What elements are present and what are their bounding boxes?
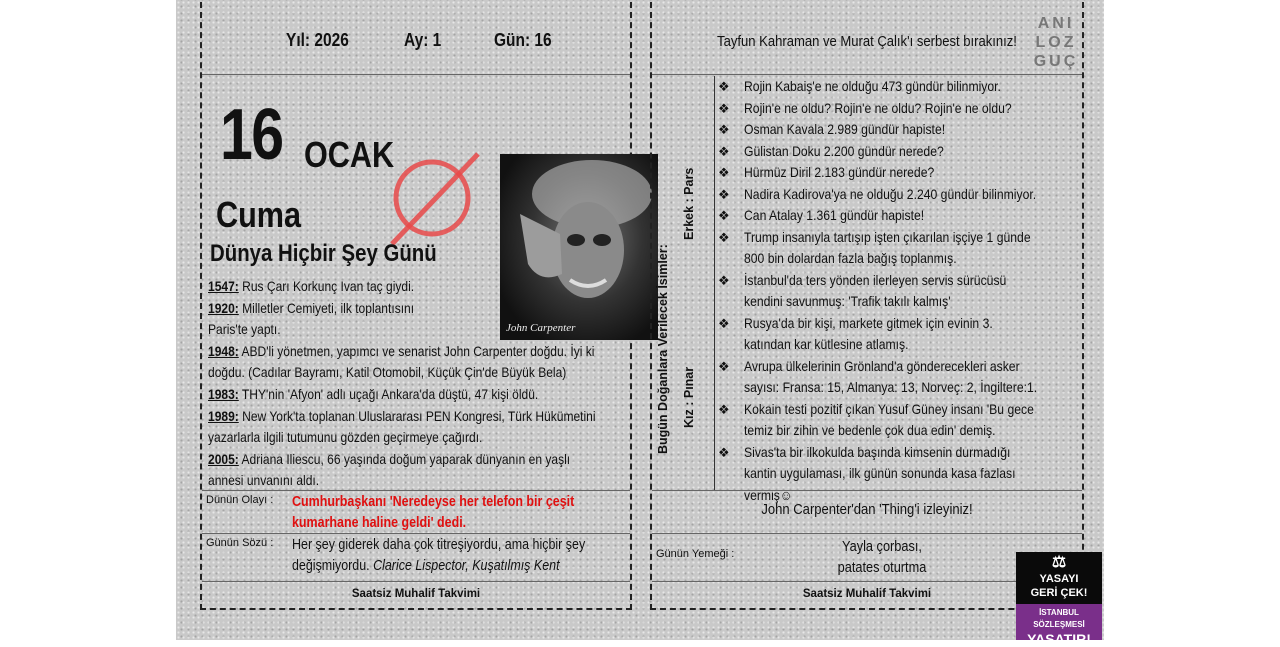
event-line: 2005: Adriana Iliescu, 66 yaşında doğum yaparak dünyanın en yaşlı [208, 450, 571, 467]
list-item: ❖ Rojin Kabaiş'e ne olduğu 473 gündür bilinmiyor. [718, 76, 1086, 98]
event-line: 1948: ABD'li yönetmen, yapımcı ve senarist John Carpenter doğdu. İyi ki [208, 342, 595, 359]
list-item: ❖ Rojin'e ne oldu? Rojin'e ne oldu? Rojin'e ne oldu? [718, 98, 1086, 120]
footer-title: Saatsiz Muhalif Takvimi [351, 588, 481, 600]
gavel-icon: ⚖ [1051, 554, 1067, 571]
list-item: ❖ Kokain testi pozitif çıkan Yusuf Güney insanı 'Bu gece temiz bir zihin ve bedenle çok dua edin' demiş. [718, 399, 1086, 442]
event-line: 1983: THY'nin 'Afyon' adlı uçağı Ankara'da düştü, 47 kişi öldü. [208, 385, 539, 402]
release-demand: Tayfun Kahraman ve Murat Çalık'ı serbest bırakınız! [717, 34, 1017, 50]
empty-set-icon [382, 148, 488, 252]
event-line: doğdu. (Cadılar Bayramı, Katil Otomobil, Küçük Çin'de Büyük Bela) [208, 364, 567, 381]
photo-caption: John Carpenter [506, 322, 576, 334]
movie-suggestion: John Carpenter'dan 'Thing'i izleyiniz! [761, 502, 973, 518]
weekday: Cuma [216, 194, 302, 235]
divider [202, 533, 630, 534]
names-heading: Bugün Doğanlara Verilecek İsimler: [656, 244, 670, 454]
history-events [208, 276, 632, 492]
month-name: OCAK [304, 134, 395, 175]
divider [652, 533, 1082, 534]
diamond-bullet-icon: ❖ [718, 444, 730, 460]
divider [202, 74, 630, 75]
right-panel [650, 2, 1084, 610]
diamond-bullet-icon: ❖ [718, 315, 730, 331]
special-day-name: Dünya Hiçbir Şey Günü [210, 240, 437, 267]
list-item: ❖ Avrupa ülkelerinin Grönland'a gönderecekleri asker sayısı: Fransa: 15, Almanya: 13, Norveç: 2, İngiltere:1. [718, 356, 1086, 399]
diamond-bullet-icon: ❖ [718, 165, 730, 180]
quote-text: Her şey giderek daha çok titreşiyordu, ama hiçbir şey değişmiyordu. Clarice Lispector, Kuşatılmış Kent [292, 537, 586, 574]
divider [652, 490, 1082, 491]
quote-author: Clarice Lispector, Kuşatılmış Kent [373, 558, 560, 574]
event-line: 1920: Milletler Cemiyeti, ilk toplantısını [208, 299, 415, 316]
list-item: ❖ Can Atalay 1.361 gündür hapiste! [718, 205, 1086, 227]
list-item: ❖ Sivas'ta bir ilkokulda başında kimsenin durmadığı kantin uygulaması, ilk günün sonunda kasa fazlası vermiş☺ [718, 442, 1086, 507]
diamond-bullet-icon: ❖ [718, 401, 730, 417]
list-item: ❖ İstanbul'da ters yönden ilerleyen servis sürücüsü kendini savunmuş: 'Trafik takılı kalmış' [718, 270, 1086, 313]
istanbul-convention-badge: İSTANBUL SÖZLEŞMESİ YAŞATIR! [1016, 604, 1102, 640]
event-line: 1989: New York'ta toplanan Uluslararası PEN Kongresi, Türk Hükümetini [208, 407, 596, 424]
day-label: Gün: 16 [494, 30, 552, 50]
diamond-bullet-icon: ❖ [718, 358, 730, 374]
diamond-bullet-icon: ❖ [718, 208, 730, 223]
list-item: ❖ Rusya'da bir kişi, markete gitmek için evinin 3. katından kar kütlesine atlamış. [718, 313, 1086, 356]
event-line: yazarlarla ilgili tutumunu gözden geçirmeye çağırdı. [208, 429, 483, 446]
news-list [718, 76, 1086, 506]
diamond-bullet-icon: ❖ [718, 272, 730, 288]
list-item: ❖ Gülistan Doku 2.200 gündür nerede? [718, 141, 1086, 163]
male-name: Erkek : Pars [682, 167, 696, 240]
soz-label: Günün Sözü : [206, 537, 274, 549]
left-panel [200, 2, 632, 610]
event-line: annesi unvanını aldı. [208, 472, 320, 489]
diamond-bullet-icon: ❖ [718, 229, 730, 245]
divider [202, 581, 630, 582]
meal-text: Yayla çorbası, patates oturtma [837, 539, 927, 576]
diamond-bullet-icon: ❖ [718, 79, 730, 94]
big-day-number: 16 [220, 95, 283, 175]
anilozguc-logo: ANI LOZ GUÇ [1033, 15, 1079, 70]
diamond-bullet-icon: ❖ [718, 186, 730, 202]
female-name: Kız : Pınar [682, 366, 696, 428]
divider [652, 74, 1082, 75]
diamond-bullet-icon: ❖ [718, 122, 730, 137]
list-item: ❖ Nadira Kadirova'ya ne olduğu 2.240 gündür bilinmiyor. [718, 184, 1086, 206]
list-item: ❖ Trump insanıyla tartışıp işten çıkarılan işçiye 1 günde 800 bin dolardan fazla bağış toplanmış. [718, 227, 1086, 270]
event-line: 1547: Rus Çarı Korkunç Ivan taç giydi. [208, 278, 415, 294]
list-item: ❖ Hürmüz Diril 2.183 gündür nerede? [718, 162, 1086, 184]
diamond-bullet-icon: ❖ [718, 100, 730, 116]
diamond-bullet-icon: ❖ [718, 143, 730, 159]
month-label: Ay: 1 [404, 30, 442, 50]
olay-label: Dünün Olayı : [206, 494, 274, 506]
names-column [652, 76, 715, 490]
year-label: Yıl: 2026 [286, 30, 349, 50]
calendar-sheet [176, 0, 1104, 640]
yemek-label: Günün Yemeği : [656, 548, 735, 560]
list-item: ❖ Osman Kavala 2.989 gündür hapiste! [718, 119, 1086, 141]
divider [202, 490, 630, 491]
olay-text: Cumhurbaşkanı 'Neredeyse her telefon bir çeşit kumarhane haline geldi' dedi. [292, 494, 575, 531]
law-badge: ⚖ YASAYI GERİ ÇEK! [1016, 552, 1102, 604]
event-line: Paris'te yaptı. [208, 321, 281, 338]
footer-title: Saatsiz Muhalif Takvimi [802, 588, 932, 600]
